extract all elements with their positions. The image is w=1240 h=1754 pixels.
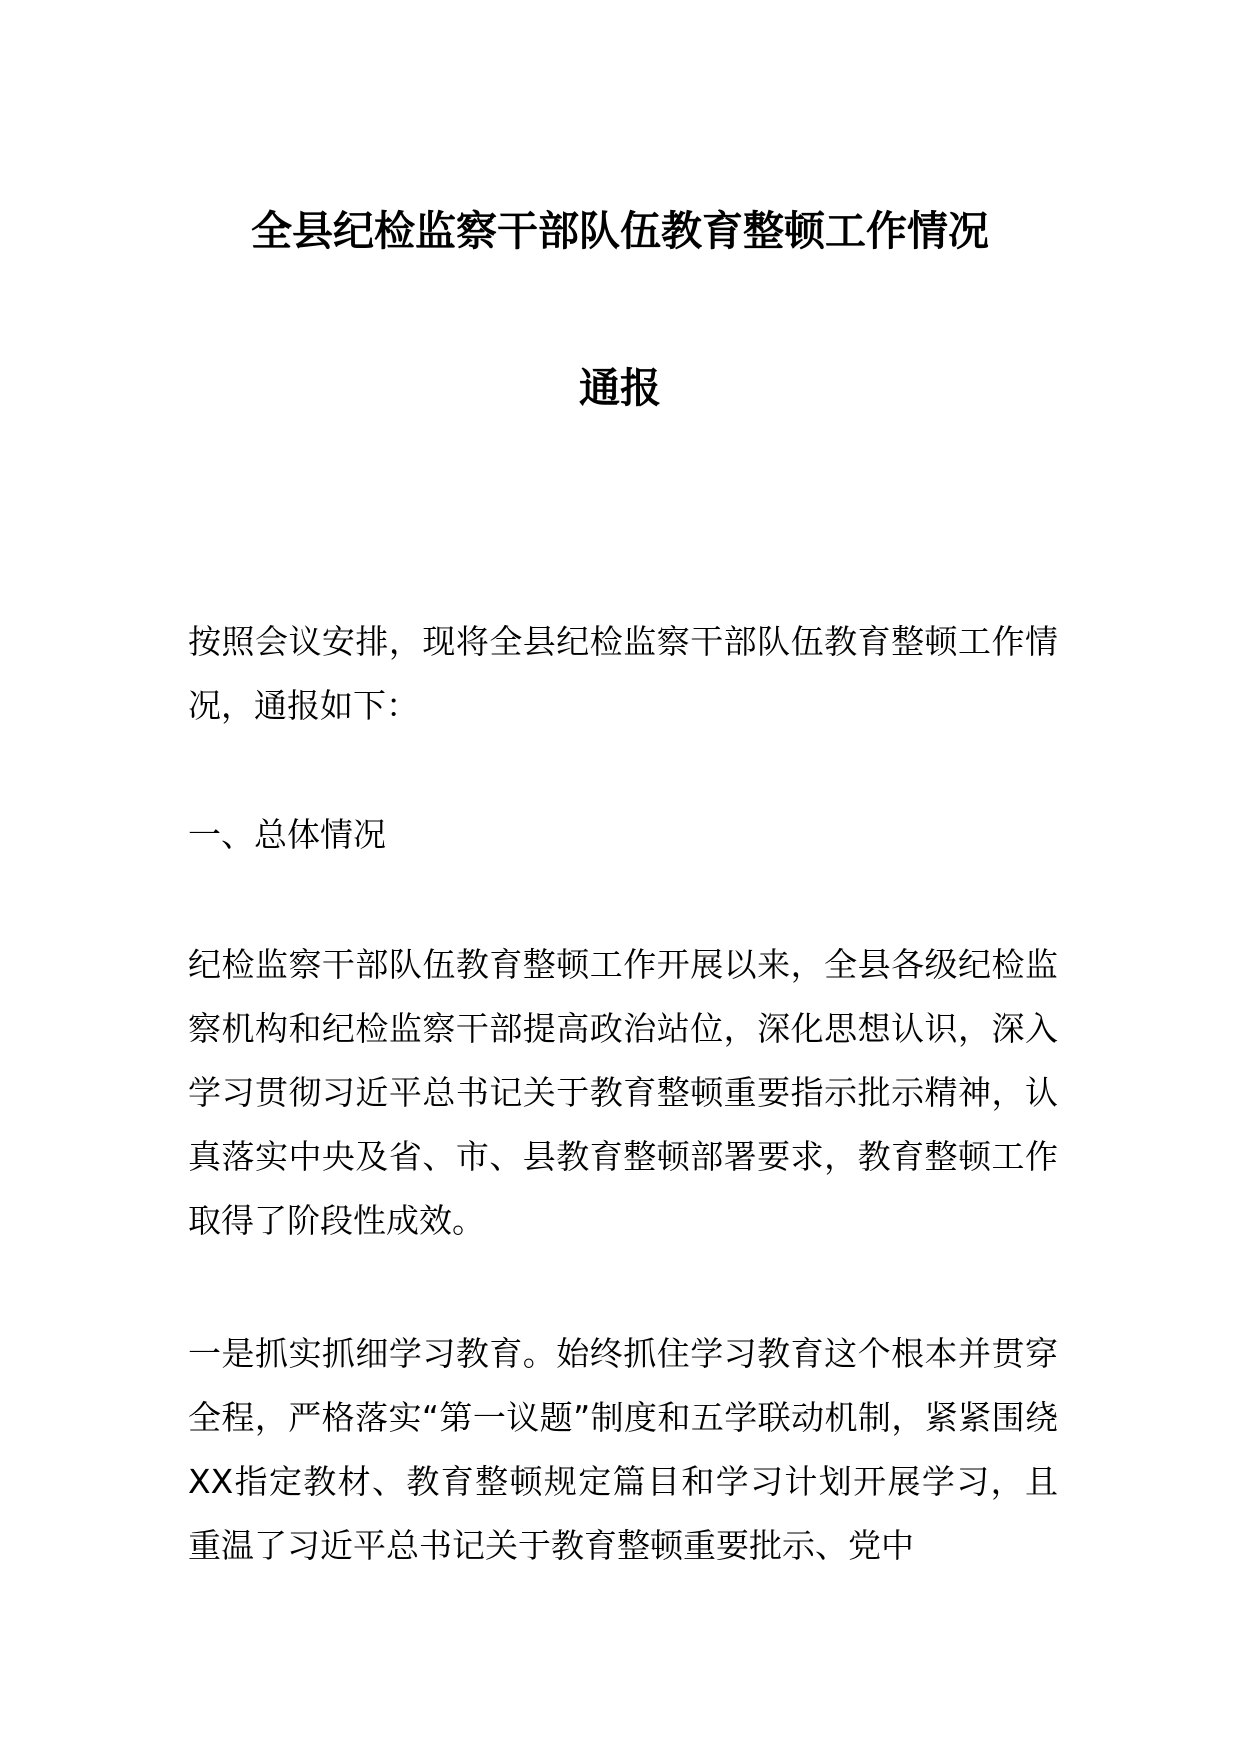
section-heading: 一、总体情况	[188, 815, 386, 854]
overview-paragraph: 纪检监察干部队伍教育整顿工作开展以来，全县各级纪检监察机构和纪检监察干部提高政治站位，深化思想认识，深入学习贯彻习近平总书记关于教育整顿重要指示批示精神，认真落实中央及省、市、县教育整顿部署要求，教育整顿工作取得了阶段性成效。	[188, 945, 1058, 1240]
point-one-paragraph: 一是抓实抓细学习教育。始终抓住学习教育这个根本并贯穿全程，严格落实“第一议题”制度和五学联动机制，紧紧围绕XX指定教材、教育整顿规定篇目和学习计划开展学习，且重温了习近平总书记关于教育整顿重要批示、党中	[188, 1334, 1058, 1565]
document-title-line-1: 全县纪检监察干部队伍教育整顿工作情况	[251, 207, 989, 255]
document-title-line-2: 通报	[579, 364, 661, 412]
intro-paragraph: 按照会议安排，现将全县纪检监察干部队伍教育整顿工作情况，通报如下：	[188, 622, 1058, 725]
